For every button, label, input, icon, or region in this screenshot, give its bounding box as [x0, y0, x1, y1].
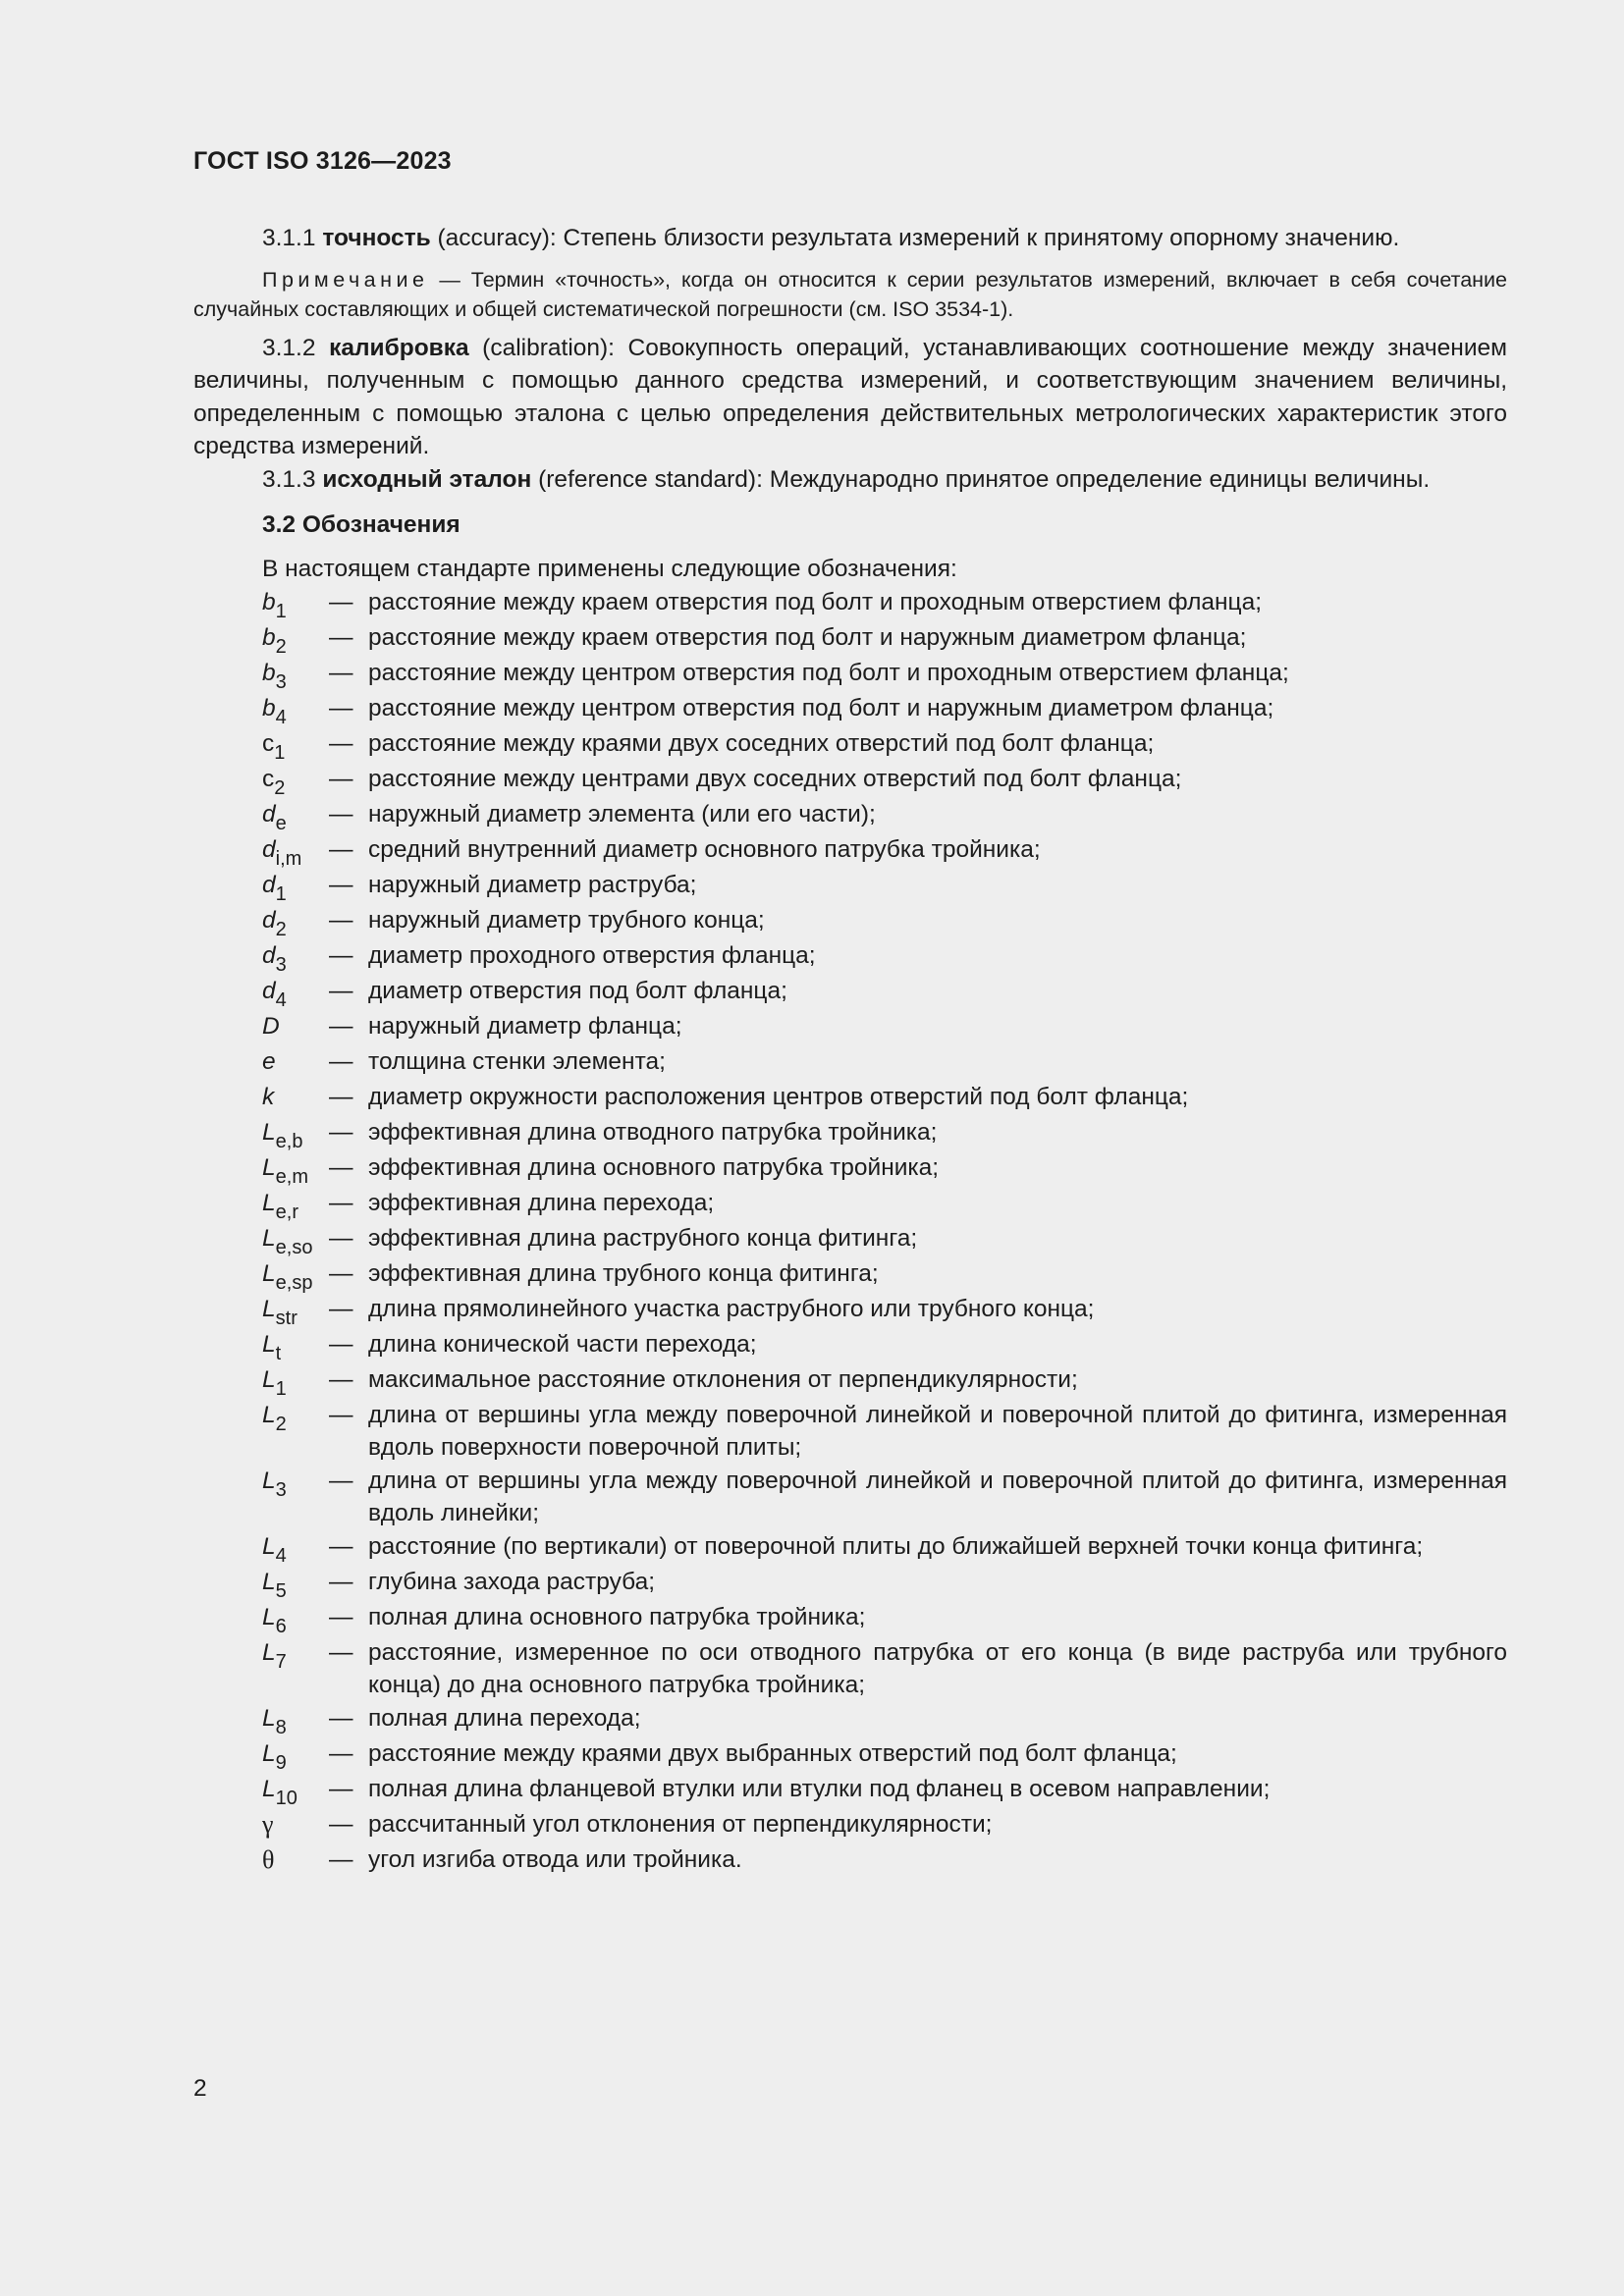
definition-text: (calibration): Совокупность операций, устанавливающих соотношение между значением величины, полученным с помощью данного средства измерений, и соответствующим значением величины, определенным с помощью эталона с целью определения действительных метрологических характеристик этого средства измерений.	[193, 334, 1507, 459]
symbol-dash: —	[329, 1568, 353, 1595]
symbol-subscript: 9	[275, 1751, 287, 1774]
symbol-subscript: 1	[275, 1377, 287, 1400]
symbol-dash: —	[329, 1739, 353, 1767]
symbol-subscript: 4	[275, 988, 287, 1011]
symbol-row	[262, 1399, 1507, 1465]
symbol-subscript: 3	[275, 670, 287, 693]
symbol-row	[262, 1293, 1507, 1328]
symbol-description: полная длина основного патрубка тройника;	[368, 1603, 866, 1630]
symbol-base: c	[262, 765, 275, 792]
note-text: Термин «точность», когда он относится к серии результатов измерений, включает в себя сочетание случайных составляющих и общей систематической погрешности (см. ISO 3534-1).	[193, 267, 1507, 321]
symbol-description: эффективная длина отводного патрубка тройника;	[368, 1118, 938, 1146]
symbol-row	[262, 1363, 1507, 1399]
symbol-description: максимальное расстояние отклонения от перпендикулярности;	[368, 1365, 1078, 1393]
symbol-description: диаметр отверстия под болт фланца;	[368, 977, 787, 1004]
symbol-base: L	[262, 1638, 276, 1666]
symbol-description: эффективная длина раструбного конца фитинга;	[368, 1224, 918, 1252]
symbol-dash: —	[329, 1845, 353, 1873]
symbol-dash: —	[329, 1189, 353, 1216]
symbol-dash: —	[329, 1047, 353, 1075]
symbol-dash: —	[329, 1532, 353, 1560]
symbol-description: эффективная длина основного патрубка тройника;	[368, 1153, 940, 1181]
document-page	[193, 0, 1507, 2296]
symbol-subscript: e,so	[275, 1236, 313, 1258]
symbol-description: длина конической части перехода;	[368, 1330, 757, 1358]
symbol-dash: —	[329, 977, 353, 1004]
page-number: 2	[193, 2075, 207, 2102]
symbol-subscript: 10	[275, 1787, 298, 1809]
symbol	[262, 975, 329, 1011]
symbol-dash: —	[329, 1603, 353, 1630]
symbol-base: L	[262, 1568, 276, 1595]
symbol-subscript: 2	[275, 1413, 287, 1435]
symbol	[262, 1187, 329, 1223]
symbol-subscript: 3	[275, 1478, 287, 1501]
symbol-dash: —	[329, 1224, 353, 1252]
symbol-base: d	[262, 977, 276, 1004]
symbol-description: эффективная длина трубного конца фитинга;	[368, 1259, 879, 1287]
symbol-dash: —	[329, 1330, 353, 1358]
symbol-dash: —	[329, 1295, 353, 1322]
symbol-base: L	[262, 1330, 276, 1358]
symbol-description: рассчитанный угол отклонения от перпендикулярности;	[368, 1810, 993, 1838]
symbol-description: диаметр проходного отверстия фланца;	[368, 941, 816, 969]
symbol-description: диаметр окружности расположения центров отверстий под болт фланца;	[368, 1083, 1189, 1110]
symbol-base: b	[262, 694, 276, 721]
symbol-dash: —	[329, 1810, 353, 1838]
symbol-subscript: 2	[274, 776, 286, 799]
symbol-subscript: 5	[275, 1579, 287, 1602]
symbol	[262, 1465, 329, 1501]
symbol-base: D	[262, 1012, 280, 1040]
symbol-subscript: 1	[275, 882, 287, 905]
symbol-row	[262, 1465, 1507, 1530]
symbol-base: d	[262, 941, 276, 969]
document-header: ГОСТ ISO 3126—2023	[193, 147, 452, 175]
symbol-dash: —	[329, 1704, 353, 1732]
symbol	[262, 1636, 329, 1673]
symbol-base: d	[262, 871, 276, 898]
symbol-dash: —	[329, 871, 353, 898]
symbol-description: наружный диаметр элемента (или его части);	[368, 800, 876, 828]
symbol-base: b	[262, 659, 276, 686]
symbol-description: угол изгиба отвода или тройника.	[368, 1845, 742, 1873]
symbol-description: полная длина фланцевой втулки или втулки под фланец в осевом направлении;	[368, 1775, 1271, 1802]
symbol	[262, 1010, 329, 1043]
symbol	[262, 1328, 329, 1362]
definition-number: 3.1.2	[262, 334, 316, 361]
symbol-base: L	[262, 1189, 276, 1216]
note	[193, 265, 1507, 324]
symbol-base: L	[262, 1401, 276, 1428]
section-title: 3.2 Обозначения	[262, 511, 460, 538]
symbol-row	[262, 1737, 1507, 1773]
symbol	[262, 1566, 329, 1602]
symbol-dash: —	[329, 1638, 353, 1666]
definition-term: исходный эталон	[322, 465, 532, 493]
symbol-row	[262, 975, 1507, 1010]
symbol-base: L	[262, 1467, 276, 1494]
symbol-row	[262, 939, 1507, 975]
symbol-description: расстояние между центром отверстия под болт и проходным отверстием фланца;	[368, 659, 1289, 686]
symbol-row	[262, 1151, 1507, 1187]
symbol-description: расстояние между краями двух выбранных отверстий под болт фланца;	[368, 1739, 1177, 1767]
symbol	[262, 727, 329, 764]
symbol-base: d	[262, 906, 276, 934]
definition-text: (reference standard): Международно принятое определение единицы величины.	[531, 465, 1431, 493]
symbol-base: d	[262, 835, 276, 863]
symbol-row	[262, 1702, 1507, 1737]
symbol-dash: —	[329, 729, 353, 757]
symbol-dash: —	[329, 1259, 353, 1287]
definition-3-1-1	[193, 222, 1507, 255]
symbol	[262, 763, 329, 799]
definition-term: калибровка	[329, 334, 469, 361]
symbol-row	[262, 1328, 1507, 1363]
definition-number: 3.1.1	[262, 225, 316, 251]
symbol-description: наружный диаметр раструба;	[368, 871, 697, 898]
symbol-subscript: 7	[275, 1650, 287, 1673]
symbol-subscript: 6	[275, 1615, 287, 1637]
symbol-dash: —	[329, 800, 353, 828]
symbol-dash: —	[329, 1153, 353, 1181]
symbol-dash: —	[329, 1401, 353, 1428]
symbol-row	[262, 1773, 1507, 1808]
symbol-description: расстояние, измеренное по оси отводного патрубка от его конца (в виде раструба или трубного конца) до дна основного патрубка тройника;	[368, 1638, 1507, 1698]
symbol	[262, 1808, 329, 1842]
symbol-dash: —	[329, 623, 353, 651]
symbol-base: L	[262, 1704, 276, 1732]
symbol-row	[262, 1530, 1507, 1566]
symbol-row	[262, 833, 1507, 869]
symbol-base: L	[262, 1775, 276, 1802]
symbol-row	[262, 904, 1507, 939]
symbol-description: расстояние между краем отверстия под болт и наружным диаметром фланца;	[368, 623, 1247, 651]
symbol-base: L	[262, 1739, 276, 1767]
symbol-row	[262, 1843, 1507, 1879]
symbol-row	[262, 657, 1507, 692]
body-text	[193, 222, 1507, 1879]
symbol-subscript: e,r	[275, 1201, 298, 1223]
symbol-base: L	[262, 1153, 276, 1181]
symbol-dash: —	[329, 1775, 353, 1802]
definition-text: (accuracy): Степень близости результата измерений к принятому опорному значению.	[430, 225, 1400, 251]
symbol	[262, 939, 329, 976]
symbol-base: L	[262, 1365, 276, 1393]
symbol	[262, 1737, 329, 1774]
symbol	[262, 1601, 329, 1637]
symbol-subscript: e,sp	[275, 1271, 313, 1294]
symbol-description: расстояние между центром отверстия под болт и наружным диаметром фланца;	[368, 694, 1274, 721]
symbol-description: длина от вершины угла между поверочной линейкой и поверочной плитой до фитинга, измеренная вдоль поверхности поверочной плиты;	[368, 1401, 1507, 1461]
symbol	[262, 1363, 329, 1400]
symbol	[262, 1151, 329, 1188]
symbol-subscript: 2	[275, 918, 287, 940]
symbol-dash: —	[329, 1083, 353, 1110]
symbol-subscript: 2	[275, 635, 287, 658]
symbol-row	[262, 1566, 1507, 1601]
definition-term: точность	[322, 225, 431, 251]
symbol-dash: —	[329, 1467, 353, 1494]
symbol-subscript: 1	[274, 741, 286, 764]
symbol-base: k	[262, 1083, 275, 1110]
symbol-description: наружный диаметр трубного конца;	[368, 906, 765, 934]
symbol-subscript: i,m	[275, 847, 302, 870]
symbol-subscript: e	[275, 812, 287, 834]
symbol	[262, 1530, 329, 1567]
symbol-description: расстояние (по вертикали) от поверочной плиты до ближайшей верхней точки конца фитинга;	[368, 1532, 1424, 1560]
symbol	[262, 1081, 329, 1114]
definition-3-1-3	[193, 463, 1507, 497]
symbol-description: эффективная длина перехода;	[368, 1189, 715, 1216]
section-intro: В настоящем стандарте применены следующие обозначения:	[262, 556, 957, 582]
symbol-base: L	[262, 1603, 276, 1630]
symbol-subscript: 8	[275, 1716, 287, 1738]
symbol-row	[262, 1081, 1507, 1116]
definition-number: 3.1.3	[262, 465, 316, 493]
symbol-dash: —	[329, 906, 353, 934]
symbol-dash: —	[329, 1012, 353, 1040]
symbol	[262, 1045, 329, 1079]
symbol-row	[262, 1116, 1507, 1151]
symbol	[262, 833, 329, 870]
symbol	[262, 692, 329, 728]
symbol-row	[262, 869, 1507, 904]
symbol	[262, 586, 329, 622]
symbol	[262, 1257, 329, 1294]
symbol	[262, 904, 329, 940]
symbol	[262, 1293, 329, 1329]
symbol-subscript: 3	[275, 953, 287, 976]
symbol-row	[262, 1636, 1507, 1702]
symbol	[262, 621, 329, 658]
symbol-base: θ	[262, 1844, 275, 1874]
symbol	[262, 1843, 329, 1877]
symbol-base: L	[262, 1118, 276, 1146]
symbol-dash: —	[329, 694, 353, 721]
symbol-base: c	[262, 729, 275, 757]
symbol-row	[262, 621, 1507, 657]
symbol-subscript: e,m	[275, 1165, 308, 1188]
symbol-dash: —	[329, 1118, 353, 1146]
symbol	[262, 798, 329, 834]
symbol-subscript: t	[275, 1342, 282, 1364]
symbol-subscript: 4	[275, 706, 287, 728]
symbol-row	[262, 1010, 1507, 1045]
symbol-base: b	[262, 623, 276, 651]
symbol	[262, 869, 329, 905]
symbol-subscript: 4	[275, 1544, 287, 1567]
symbol-base: b	[262, 588, 276, 615]
symbol-description: расстояние между краем отверстия под болт и проходным отверстием фланца;	[368, 588, 1263, 615]
symbol	[262, 1116, 329, 1152]
symbol-description: наружный диаметр фланца;	[368, 1012, 682, 1040]
symbol	[262, 1773, 329, 1809]
symbol-dash: —	[329, 1365, 353, 1393]
symbol-base: L	[262, 1224, 276, 1252]
symbol-description: средний внутренний диаметр основного патрубка тройника;	[368, 835, 1041, 863]
symbol-base: e	[262, 1047, 276, 1075]
symbol-description: толщина стенки элемента;	[368, 1047, 666, 1075]
symbol-subscript: str	[275, 1307, 298, 1329]
note-label: Примечание	[262, 267, 429, 292]
symbol	[262, 1222, 329, 1258]
symbol-base: d	[262, 800, 276, 828]
definition-3-1-2	[193, 332, 1507, 463]
symbol-dash: —	[329, 659, 353, 686]
symbol-base: L	[262, 1259, 276, 1287]
symbol-row	[262, 586, 1507, 621]
symbol-row	[262, 692, 1507, 727]
symbol-description: расстояние между центрами двух соседних отверстий под болт фланца;	[368, 765, 1182, 792]
symbol-description: расстояние между краями двух соседних отверстий под болт фланца;	[368, 729, 1155, 757]
symbol-row	[262, 798, 1507, 833]
symbol-row	[262, 1045, 1507, 1081]
symbol-row	[262, 1601, 1507, 1636]
symbol-subscript: e,b	[275, 1130, 303, 1152]
symbol	[262, 657, 329, 693]
symbol-description: глубина захода раструба;	[368, 1568, 656, 1595]
symbol-dash: —	[329, 941, 353, 969]
symbol-base: L	[262, 1532, 276, 1560]
symbol-row	[262, 727, 1507, 763]
symbol-row	[262, 1257, 1507, 1293]
symbol-description: полная длина перехода;	[368, 1704, 641, 1732]
symbol-row	[262, 1222, 1507, 1257]
symbol-base: L	[262, 1295, 276, 1322]
symbols-list	[262, 586, 1507, 1879]
symbol-description: длина от вершины угла между поверочной линейкой и поверочной плитой до фитинга, измеренная вдоль линейки;	[368, 1467, 1507, 1526]
symbol-dash: —	[329, 765, 353, 792]
symbol-dash: —	[329, 588, 353, 615]
symbol	[262, 1702, 329, 1738]
symbol-base: γ	[262, 1809, 274, 1839]
note-dash: —	[428, 267, 471, 292]
symbol-row	[262, 1808, 1507, 1843]
symbol-dash: —	[329, 835, 353, 863]
symbol-row	[262, 1187, 1507, 1222]
symbol	[262, 1399, 329, 1435]
symbol-row	[262, 763, 1507, 798]
symbol-description: длина прямолинейного участка раструбного или трубного конца;	[368, 1295, 1095, 1322]
symbol-subscript: 1	[275, 600, 287, 622]
